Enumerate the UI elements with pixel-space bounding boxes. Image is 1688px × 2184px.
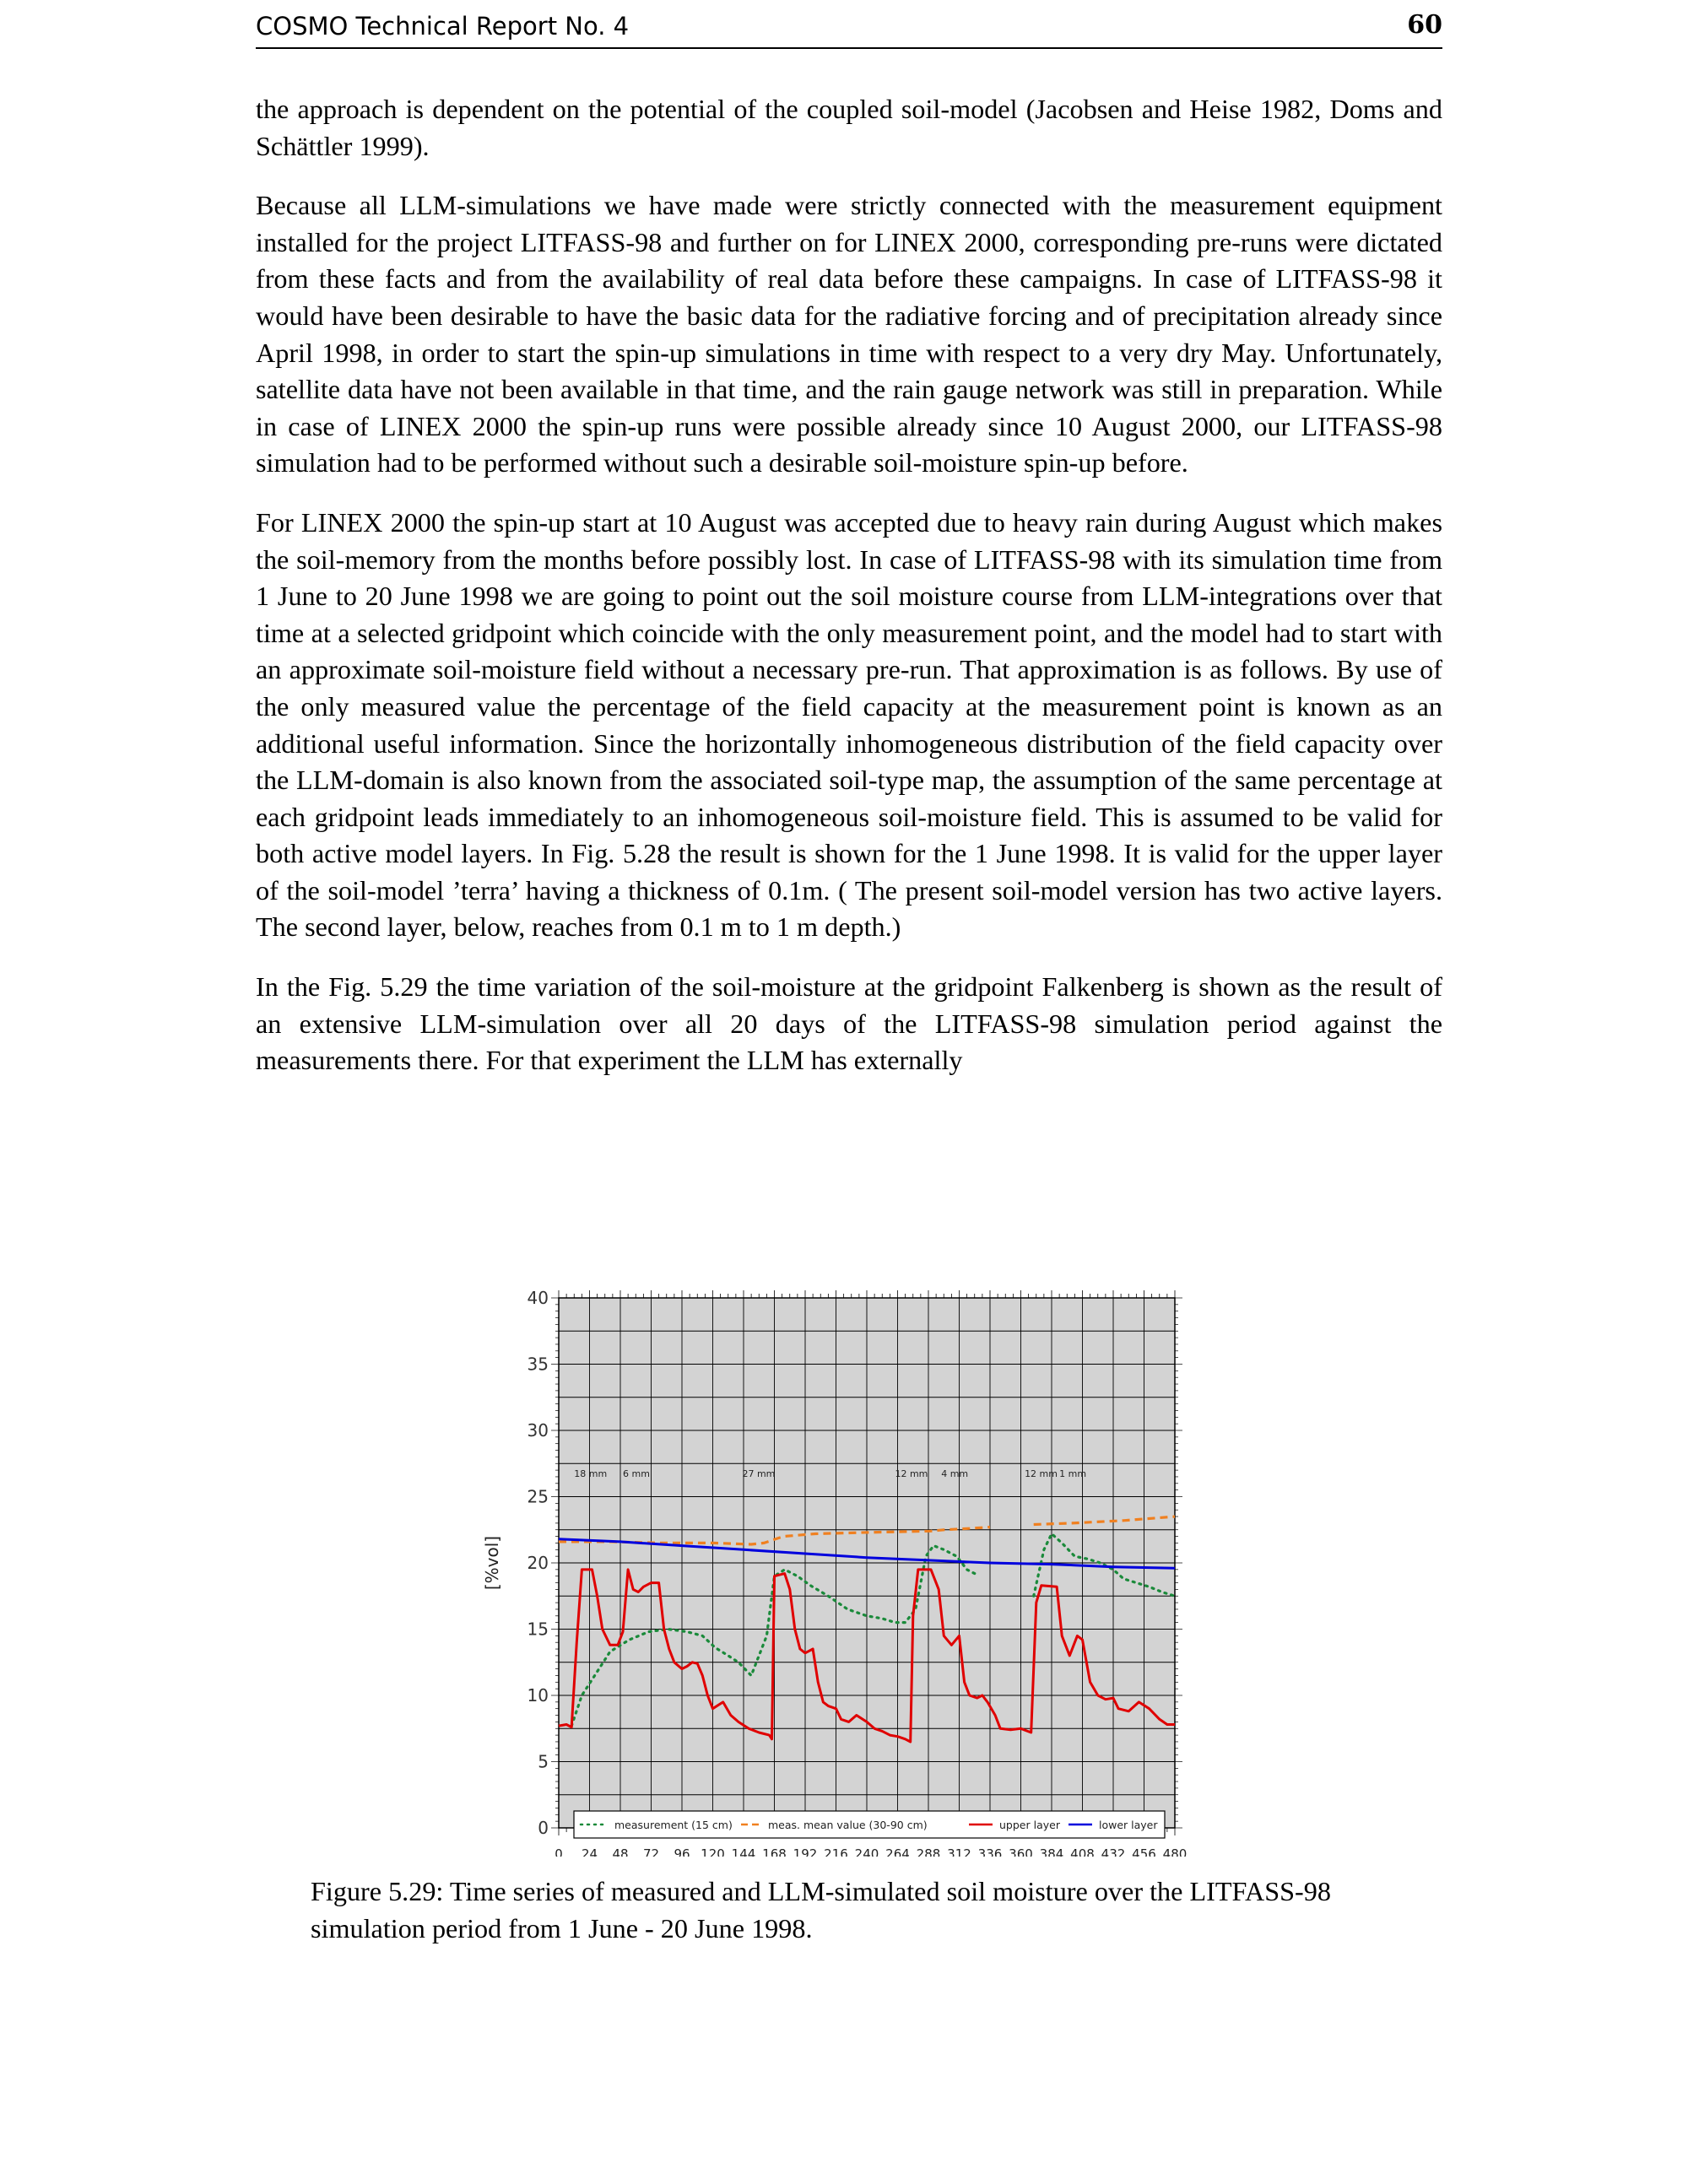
legend-label: lower layer <box>1099 1819 1158 1831</box>
x-tick-label: 336 <box>977 1846 1003 1857</box>
rain-annotation: 6 mm <box>623 1468 650 1479</box>
paragraph: the approach is dependent on the potential of the coupled soil-model (Jacobsen and Heise 1982, Doms and Schättler 1999). <box>256 94 1442 161</box>
rain-annotation: 18 mm <box>574 1468 608 1479</box>
figure-5-29 <box>473 1283 1198 1857</box>
x-tick-label: 312 <box>947 1846 971 1857</box>
x-tick-label: 72 <box>642 1846 660 1857</box>
x-tick-label: 120 <box>701 1846 725 1857</box>
report-title: COSMO Technical Report No. 4 <box>256 12 630 41</box>
paragraph: Because all LLM-simulations we have made were strictly connected with the measurement equipment installed for the project LITFASS-98 and further on for LINEX 2000, corresponding pre-runs were dictated from these facts and from the availability of real data before these campaigns. In case of LITFASS-98 it would have been desirable to have the basic data for the radiative forcing and of precipitation already since April 1998, in order to start the spin-up simulations in time with respect to a very dry May. Unfortunately, satellite data have not been available in that time, and the rain gauge network was still in preparation. While in case of LINEX 2000 the spin-up runs were possible already since 10 August 2000, our LITFASS-98 simulation had to be performed without such a desirable soil-moisture spin-up before. <box>256 190 1442 478</box>
y-tick-label: 20 <box>527 1553 549 1573</box>
paragraph: In the Fig. 5.29 the time variation of the soil-moisture at the gridpoint Falkenberg is shown as the result of an extensive LLM-simulation over all 20 days of the LITFASS-98 simulation period against the measurements there. For that experiment the LLM has externally <box>256 971 1442 1076</box>
soil-moisture-chart <box>473 1283 1198 1857</box>
page-header <box>256 7 1442 49</box>
paragraph: For LINEX 2000 the spin-up start at 10 August was accepted due to heavy rain during August which makes the soil-memory from the months before possibly lost. In case of LITFASS-98 with its simulation time from 1 June to 20 June 1998 we are going to point out the soil moisture course from LLM-integrations over that time at a selected gridpoint which coincide with the only measurement point, and the model had to start with an approximate soil-moisture field without a necessary pre-run. That approximation is as follows. By use of the only measured value the percentage of the field capacity at the measurement point is known as an additional useful information. Since the horizontally inhomogeneous distribution of the field capacity over the LLM-domain is also known from the associated soil-type map, the assumption of the same percentage at each gridpoint leads immediately to an inhomogeneous soil-moisture field. This is assumed to be valid for both active model layers. In Fig. 5.28 the result is shown for the 1 June 1998. It is valid for the upper layer of the soil-model ’terra’ having a thickness of 0.1m. ( The present soil-model version has two active layers. The second layer, below, reaches from 0.1 m to 1 m depth.) <box>256 506 1442 943</box>
figure-caption: Figure 5.29: Time series of measured and LLM-simulated soil moisture over the LITFASS-98 simulation period from 1 June - 20 June 1998. <box>311 1876 1331 1943</box>
y-tick-label: 35 <box>527 1354 549 1375</box>
x-tick-label: 192 <box>793 1846 818 1857</box>
rain-annotation: 27 mm <box>742 1468 776 1479</box>
x-tick-label: 24 <box>581 1846 598 1857</box>
x-tick-label: 480 <box>1162 1846 1188 1857</box>
body-text <box>256 91 1442 1102</box>
x-tick-label: 48 <box>612 1846 629 1857</box>
y-tick-label: 10 <box>527 1685 549 1706</box>
y-tick-label: 30 <box>527 1420 549 1441</box>
y-tick-label: 5 <box>538 1751 549 1772</box>
rain-annotation: 12 mm <box>1025 1468 1058 1479</box>
x-tick-label: 288 <box>916 1846 941 1857</box>
y-tick-label: 25 <box>527 1486 549 1507</box>
y-tick-label: 40 <box>527 1288 549 1308</box>
y-tick-label: 0 <box>538 1818 549 1838</box>
x-tick-label: 144 <box>731 1846 756 1857</box>
rain-annotation: 1 mm <box>1059 1468 1087 1479</box>
y-axis-label: [%vol] <box>482 1535 502 1591</box>
x-tick-label: 456 <box>1132 1846 1156 1857</box>
x-tick-label: 240 <box>854 1846 879 1857</box>
y-tick-label: 15 <box>527 1619 549 1640</box>
rain-annotation: 4 mm <box>941 1468 969 1479</box>
x-tick-label: 432 <box>1101 1846 1126 1857</box>
x-tick-label: 168 <box>762 1846 787 1857</box>
legend-label: measurement (15 cm) <box>614 1819 733 1831</box>
rain-annotation: 12 mm <box>895 1468 928 1479</box>
x-tick-label: 408 <box>1070 1846 1095 1857</box>
x-tick-label: 360 <box>1009 1846 1033 1857</box>
x-tick-label: 216 <box>824 1846 848 1857</box>
x-tick-label: 0 <box>555 1846 563 1857</box>
x-tick-label: 96 <box>674 1846 690 1857</box>
x-tick-label: 264 <box>885 1846 910 1857</box>
x-tick-label: 384 <box>1039 1846 1064 1857</box>
page-number: 60 <box>1407 10 1442 40</box>
legend-label: upper layer <box>999 1819 1060 1831</box>
legend-label: meas. mean value (30-90 cm) <box>768 1819 928 1831</box>
